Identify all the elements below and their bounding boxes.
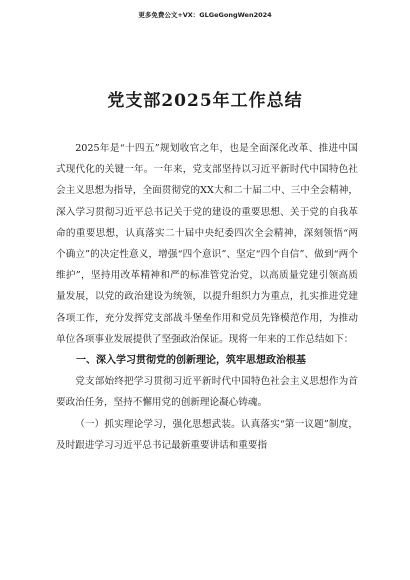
subsection-1-paragraph: （一）抓实理论学习，强化思想武装。认真落实“第一议题”制度，及时跟进学习习近平总书记最新重要讲话和重要指 bbox=[56, 418, 358, 451]
header-note: 更多免费公文+VX：GLGeGongWen2024 bbox=[138, 11, 272, 19]
section-1-heading: 一、深入学习贯彻党的创新理论，筑牢思想政治根基 bbox=[76, 355, 306, 367]
document-title: 党支部2025年工作总结 bbox=[107, 91, 303, 111]
document-body bbox=[56, 138, 358, 456]
intro-paragraph: 2025年是“十四五”规划收官之年，也是全面深化改革、推进中国式现代化的关键一年。一年来，党支部坚持以习近平新时代中国特色社会主义思想为指导，全面贯彻党的XX大和二十届二中、三中全会精神，深入学习贯彻习近平总书记关于党的建设的重要思想、关于党的自我革命的重要思想，认真落实二十届中央纪委四次全会精神，深刻领悟“两个确立”的决定性意义，增强“四个意识”、坚定“四个自信”、做到“两个维护”，坚持用改革精神和严的标准管党治党，以高质量党建引领高质量发展，以党的政治建设为统领，以提升组织力为重点，扎实推进党建各项工作，充分发挥党支部战斗堡垒作用和党员先锋模范作用，为推动单位各项事业发展提供了坚强政治保证。现将一年来的工作总结如下： bbox=[56, 143, 358, 345]
section-1-paragraph: 党支部始终把学习贯彻习近平新时代中国特色社会主义思想作为首要政治任务，坚持不懈用党的创新理论凝心铸魂。 bbox=[56, 376, 358, 409]
